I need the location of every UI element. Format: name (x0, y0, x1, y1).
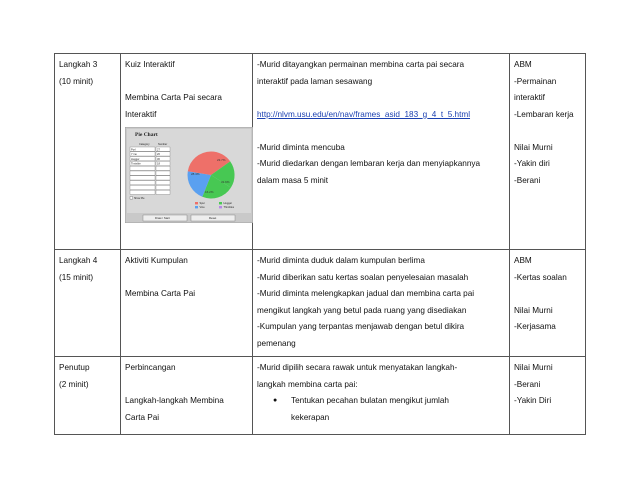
resources-cell (510, 54, 586, 250)
reset-button-label: Reset (209, 216, 217, 221)
legend-item: Vine (199, 206, 205, 210)
steps-cell (253, 250, 510, 357)
stage-label: Penutup (59, 363, 90, 372)
step-text: -Murid dipilih secara rawak untuk menyatakan langkah- (257, 363, 458, 372)
website-link[interactable]: http://nlvm.usu.edu/en/nav/frames_asid_183_g_4_t_5.html (257, 109, 471, 119)
steps-cell (253, 54, 510, 250)
legend-item: Spur (199, 202, 205, 206)
bullet-dot-icon: ● (273, 397, 278, 404)
applet-cell: 27 (157, 148, 160, 152)
activity-topic: Membina Carta Pai (125, 289, 196, 298)
bullet-item (257, 393, 505, 426)
activity-title: Kuiz Interaktif (125, 60, 175, 69)
resource-item: -Yakin diri (514, 159, 550, 168)
resource-item: -Berani (514, 175, 541, 185)
applet-cell: 30 (157, 157, 160, 161)
step-text: -Murid diminta melengkapkan jadual dan membina carta pai (257, 289, 475, 298)
resource-item: ABM (514, 256, 532, 265)
stage-label: Langkah 3 (59, 60, 98, 69)
applet-cell: Hugger (131, 157, 140, 161)
resource-item: Nilai Murni (514, 305, 553, 315)
bullet-text: kekerapan (291, 412, 330, 422)
legend-item: Hugger (223, 202, 233, 206)
draw-start-button-label: Draw / Start (155, 216, 170, 221)
applet-data-table (130, 147, 170, 200)
applet-pie (187, 151, 234, 198)
step-text: interaktif pada laman sesawang (257, 76, 373, 86)
pie-chart-applet-screenshot (125, 127, 253, 223)
resource-item: -Lembaran kerja (514, 109, 574, 119)
activity-cell (121, 357, 253, 435)
resource-item: -Berani (514, 379, 541, 389)
step-text: -Murid ditayangkan permainan membina carta pai secara (257, 60, 465, 69)
table-row (55, 357, 586, 435)
resource-item: Nilai Murni (514, 142, 553, 152)
step-text: -Murid diminta mencuba (257, 142, 345, 152)
show-pie-checkbox (130, 197, 133, 200)
resource-item: interaktif (514, 93, 545, 102)
applet-col-number: Number (158, 143, 168, 146)
activity-title: Perbincangan (125, 363, 176, 372)
legend-item: Thimbles (223, 206, 235, 210)
step-text: -Murid diedarkan dengan lembaran kerja dan menyiapkannya (257, 159, 481, 168)
applet-cell: Y ine (131, 153, 137, 157)
stage-cell (55, 357, 121, 435)
stage-duration: (10 minit) (59, 76, 94, 86)
step-text: dalam masa 5 minit (257, 175, 328, 185)
pie-slice-label: 16.2% (205, 190, 214, 194)
applet-cell: 18 (157, 162, 160, 166)
applet-col-category: Category (139, 143, 150, 146)
activity-topic: Interaktif (125, 109, 157, 119)
resource-item: -Permainan (514, 76, 557, 86)
step-text: -Murid diminta duduk dalam kumpulan berlima (257, 256, 425, 265)
stage-duration: (2 minit) (59, 379, 89, 389)
activity-cell (121, 54, 253, 250)
step-text: pemenang (257, 338, 296, 348)
table-row (55, 250, 586, 357)
applet-checkbox-label: Show Pie (134, 196, 145, 200)
resource-item: -Kertas soalan (514, 272, 567, 282)
step-text: langkah membina carta pai: (257, 379, 358, 389)
stage-label: Langkah 4 (59, 256, 98, 265)
stage-cell (55, 250, 121, 357)
resource-item: Nilai Murni (514, 363, 553, 372)
resource-item: ABM (514, 60, 532, 69)
activity-topic: Membina Carta Pai secara (125, 93, 222, 102)
resources-cell (510, 250, 586, 357)
step-text: -Kumpulan yang terpantas menjawab dengan betul dikira (257, 322, 465, 331)
pie-slice-label: 31.6% (221, 180, 230, 184)
activity-topic: Langkah-langkah Membina (125, 396, 224, 405)
activity-topic: Carta Pai (125, 412, 160, 422)
applet-cell: Purl (131, 148, 136, 152)
stage-duration: (15 minit) (59, 272, 94, 282)
step-text: mengikut langkah yang betul pada ruang yang disediakan (257, 305, 467, 315)
resource-item: -Yakin Diri (514, 396, 552, 405)
step-text: -Murid diberikan satu kertas soalan penyelesaian masalah (257, 272, 469, 282)
steps-cell (253, 357, 510, 435)
applet-cell: 20 (157, 153, 160, 157)
activity-title: Aktiviti Kumpulan (125, 256, 188, 265)
pie-slice-label: 23.7% (217, 158, 226, 162)
resources-cell (510, 357, 586, 435)
bullet-text: Tentukan pecahan bulatan mengikut jumlah (291, 396, 449, 405)
stage-cell (55, 54, 121, 250)
lesson-plan-table (54, 53, 586, 435)
applet-cell: Timinble (131, 162, 141, 166)
pie-slice-label: 28.4% (191, 172, 200, 176)
table-row (55, 54, 586, 250)
resource-item: -Kerjasama (514, 322, 556, 331)
activity-cell (121, 250, 253, 357)
applet-title: Pie Chart (135, 132, 158, 138)
